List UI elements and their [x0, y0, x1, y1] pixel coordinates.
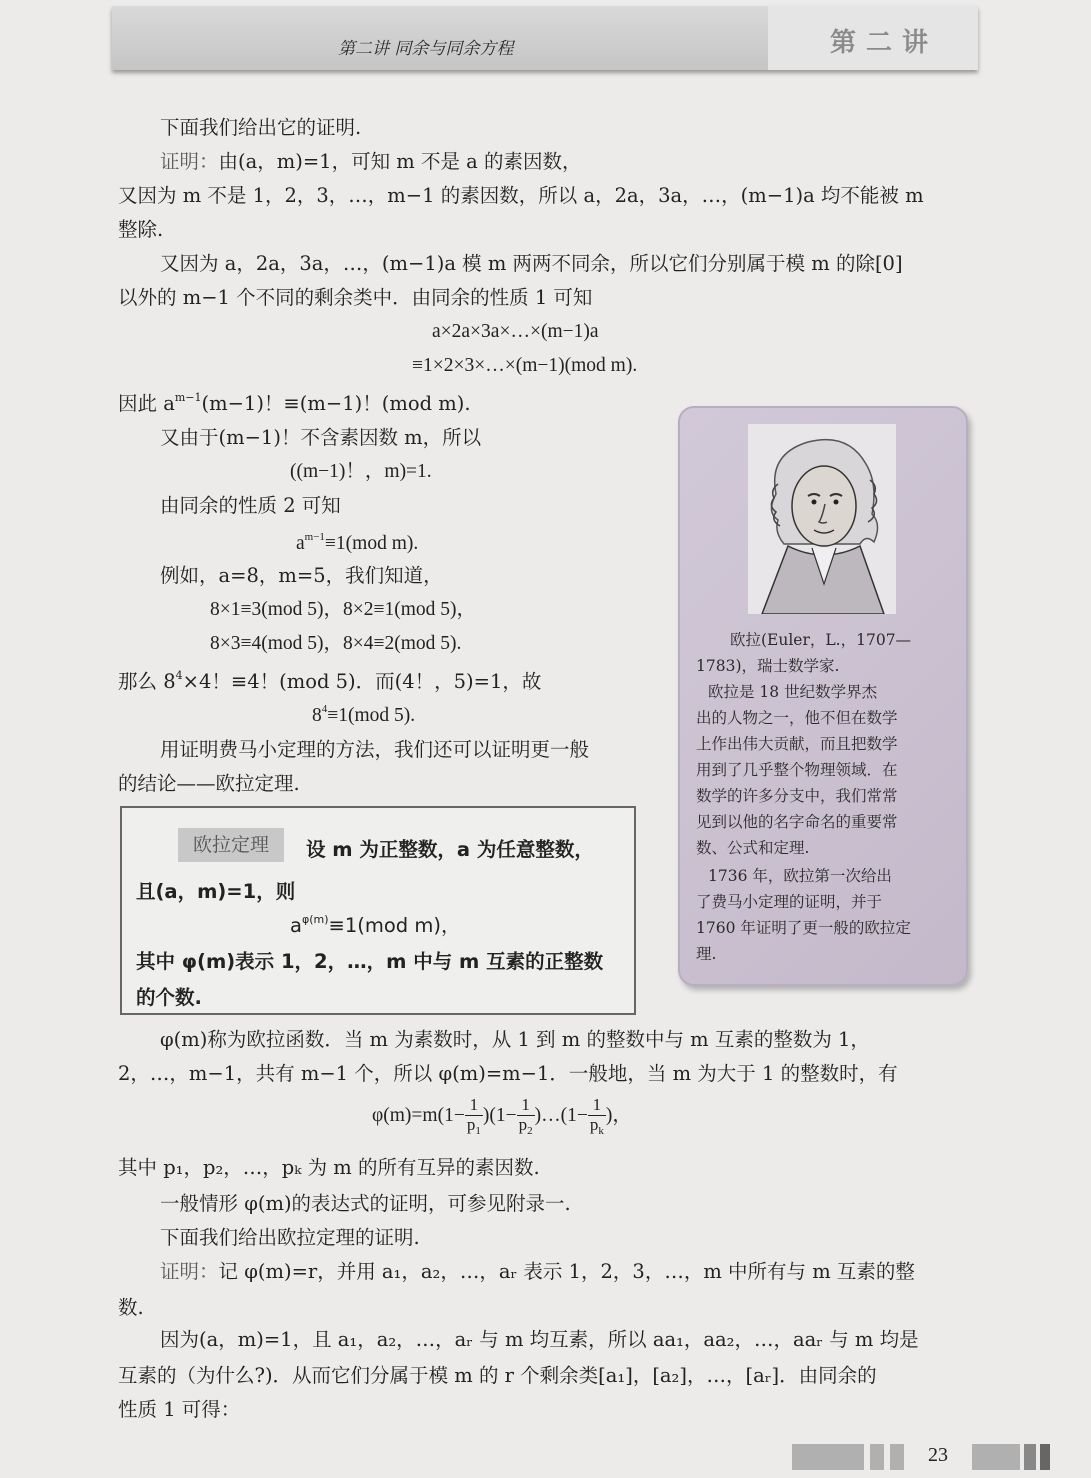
body-line: 数.: [118, 1296, 144, 1319]
footer-decoration: [870, 1444, 884, 1470]
page-number: 23: [928, 1444, 948, 1466]
proof-line: [160, 152, 582, 172]
sidebar-line: 数、公式和定理.: [696, 839, 810, 857]
theorem-line: 的个数.: [136, 986, 202, 1009]
formula: 8×3≡4(mod 5)，8×4≡2(mod 5).: [210, 633, 462, 654]
euler-biography-sidebar: [678, 406, 968, 986]
proof-text: 记 φ(m)=r，并用 a₁，a₂，…，aᵣ 表示 1，2，3，…，m 中所有与 m 互素的整: [218, 1260, 915, 1283]
formula: 8×1≡3(mod 5)，8×2≡1(mod 5)，: [210, 599, 477, 620]
proof-line: [160, 1262, 915, 1282]
body-line: φ(m)称为欧拉函数．当 m 为素数时，从 1 到 m 的整数中与 m 互素的整数为 1，: [160, 1028, 870, 1051]
theorem-tag: 欧拉定理: [178, 828, 284, 862]
sidebar-line: 欧拉(Euler，L.，1707—: [730, 631, 912, 649]
running-header: [112, 6, 978, 70]
theorem-line: 设 m 为正整数，a 为任意整数，: [306, 838, 594, 861]
body-line: [118, 392, 471, 414]
subscript: k: [598, 1124, 604, 1137]
denominator: [588, 1116, 606, 1137]
body-line: 下面我们给出它的证明.: [160, 116, 362, 139]
proof-label: 证明：: [160, 1260, 219, 1283]
text: p: [518, 1114, 528, 1134]
sidebar-line: 1783)，瑞士数学家.: [696, 657, 840, 675]
text: )(1−: [482, 1104, 517, 1126]
formula: [296, 532, 418, 554]
body-line: 因为(a，m)=1，且 a₁，a₂，…，aᵣ 与 m 均互素，所以 aa₁，aa₂，…，aaᵣ 与 m 均是: [160, 1328, 919, 1351]
body-line: 用证明费马小定理的方法，我们还可以证明更一般: [160, 738, 590, 761]
text: a: [296, 533, 305, 554]
text: ≡1(mod m).: [324, 533, 419, 554]
text: ≡1(mod m)，: [328, 914, 461, 937]
numerator: 1: [465, 1096, 483, 1116]
body-line: 其中 p₁，p₂，…，pₖ 为 m 的所有互异的素因数.: [118, 1156, 540, 1179]
body-line: 性质 1 可得：: [118, 1398, 241, 1421]
proof-text: 由(a，m)=1，可知 m 不是 a 的素因数，: [218, 150, 582, 173]
body-line: 下面我们给出欧拉定理的证明.: [160, 1226, 420, 1249]
exponent: m−1: [304, 531, 325, 543]
sidebar-line: 上作出伟大贡献，而且把数学: [696, 735, 898, 753]
text: 那么 8: [118, 670, 176, 693]
sidebar-line: 用到了几乎整个物理领域．在: [696, 761, 898, 779]
exponent: m−1: [174, 391, 202, 404]
body-line: 2，…，m−1，共有 m−1 个，所以 φ(m)=m−1．一般地，当 m 为大于 1 的整数时，有: [118, 1062, 898, 1085]
text: ×4！≡4！(mod 5)．而(4！，5)=1，故: [182, 670, 542, 693]
sidebar-line: 1736 年，欧拉第一次给出: [708, 867, 892, 885]
body-line: 又因为 a，2a，3a，…，(m−1)a 模 m 两两不同余，所以它们分别属于模 m 的除[0]: [160, 252, 903, 275]
body-line: 互素的（为什么?)．从而它们分属于模 m 的 r 个剩余类[a₁]，[a₂]，…，[aᵣ]．由同余的: [118, 1364, 877, 1387]
body-line: 整除.: [118, 218, 164, 241]
text: )…(1−: [534, 1104, 588, 1126]
text: 8: [312, 705, 322, 726]
footer-decoration: [1024, 1444, 1036, 1470]
formula: [312, 704, 415, 726]
exponent: 4: [321, 703, 328, 715]
formula: ≡1×2×3×…×(m−1)(mod m).: [412, 355, 638, 376]
body-line: 又因为 m 不是 1，2，3，…，m−1 的素因数，所以 a，2a，3a，…，(m−1)a 均不能被 m: [118, 184, 924, 207]
text: ≡1(mod 5).: [327, 705, 416, 726]
fraction: [465, 1096, 483, 1137]
exponent: 4: [175, 669, 183, 682]
body-line: 例如，a=8，m=5，我们知道，: [160, 564, 443, 587]
sidebar-line: 欧拉是 18 世纪数学界杰: [708, 683, 878, 701]
body-line: 的结论——欧拉定理.: [118, 772, 300, 795]
proof-label: 证明：: [160, 150, 219, 173]
fraction: [588, 1096, 606, 1137]
sidebar-line: 见到以他的名字命名的重要常: [696, 813, 898, 831]
body-line: 又由于(m−1)！不含素因数 m，所以: [160, 426, 482, 449]
body-line: 一般情形 φ(m)的表达式的证明，可参见附录一.: [160, 1192, 571, 1215]
body-line: [118, 670, 541, 692]
euler-theorem-box: [120, 806, 636, 1015]
chapter-tab-label: 第二讲: [830, 28, 939, 58]
numerator: 1: [517, 1096, 535, 1116]
theorem-line: 且(a，m)=1，则: [136, 880, 296, 903]
exponent: φ(m): [301, 913, 329, 926]
text: (m−1)！≡(m−1)！(mod m).: [201, 392, 471, 415]
subscript: 1: [475, 1124, 481, 1137]
text: a: [290, 914, 302, 937]
chapter-tab: [768, 6, 978, 70]
formula: ((m−1)！，m)=1.: [290, 461, 432, 482]
body-line: 以外的 m−1 个不同的剩余类中．由同余的性质 1 可知: [118, 286, 593, 309]
text: p: [589, 1114, 599, 1134]
numerator: 1: [588, 1096, 606, 1116]
text: )，: [605, 1104, 632, 1126]
body-line: 由同余的性质 2 可知: [160, 494, 341, 517]
sidebar-line: 数学的许多分支中，我们常常: [696, 787, 898, 805]
theorem-formula: [290, 910, 460, 938]
text: φ(m)=m(1−: [372, 1104, 465, 1126]
footer-decoration: [972, 1444, 1020, 1470]
sidebar-line: 1760 年证明了更一般的欧拉定: [696, 919, 911, 937]
fraction: [517, 1096, 535, 1137]
text: 因此 a: [118, 392, 175, 415]
euler-phi-formula: [372, 1096, 632, 1137]
footer-decoration: [792, 1444, 864, 1470]
sidebar-line: 了费马小定理的证明，并于: [696, 893, 883, 911]
euler-portrait: [748, 424, 896, 614]
text: p: [466, 1114, 476, 1134]
footer-decoration: [890, 1444, 904, 1470]
theorem-line: 其中 φ(m)表示 1，2，…，m 中与 m 互素的正整数: [136, 950, 604, 973]
sidebar-line: 出的人物之一，他不但在数学: [696, 709, 898, 727]
subscript: 2: [527, 1124, 533, 1137]
footer-decoration: [1040, 1444, 1050, 1470]
denominator: [517, 1116, 535, 1137]
chapter-title: 第二讲 同余与同余方程: [338, 39, 514, 59]
sidebar-line: 理.: [696, 945, 717, 963]
denominator: [465, 1116, 483, 1137]
formula: a×2a×3a×…×(m−1)a: [432, 321, 599, 342]
